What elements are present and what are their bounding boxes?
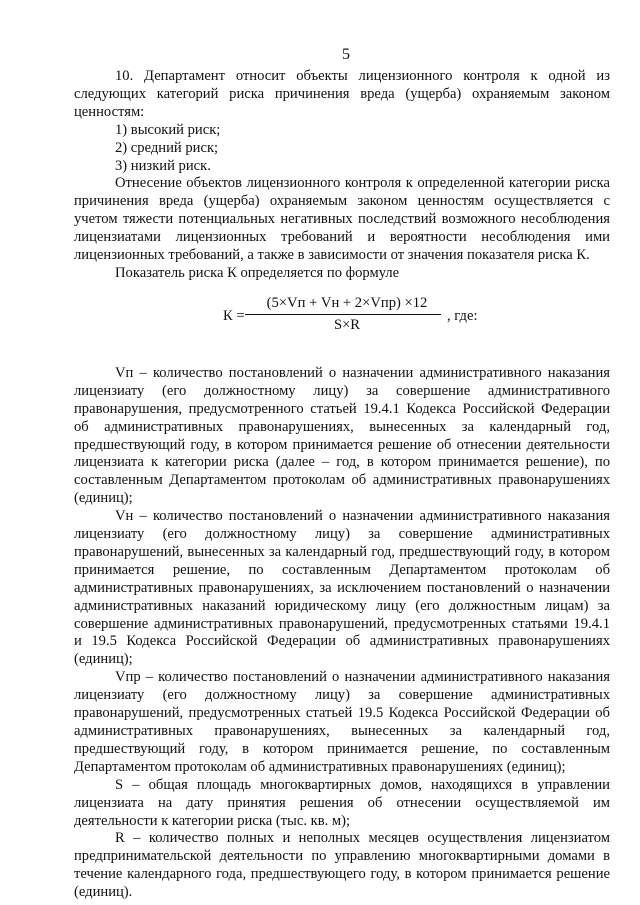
risk-level-low: 3) низкий риск. [115, 157, 211, 174]
risk-formula [74, 283, 610, 365]
definition-vn: Vн – количество постановлений о назначении административного наказания лицензиату (его должностному лицу) за совершение административных правонарушений, вынесенных за календарный год, предшествующий году, в котором принимается решение, по составленным Департаментом протоколам об административных правонарушениях, за исключением постановлений о назначении административных наказаний юридическому лицу (его должностным лицам) за совершение административных правонарушений, предусмотренных статьями 19.4.1 и 19.5 Кодекса Российской Федерации об административных правонарушениях (единиц); [74, 508, 610, 668]
risk-category-paragraph: Отнесение объектов лицензионного контроля к определенной категории риска причинения вреда (ущерба) охраняемым законом ценностям осуществляется с учетом тяжести потенциальных негативных последствий возможного несоблюдения лицензиатами лицензионных требований и вероятности несоблюдения ими лицензионных требований, а также в зависимости от значения показателя риска К. [74, 175, 610, 264]
document-body [74, 68, 610, 902]
formula-denominator: S×R [333, 316, 361, 333]
risk-level-medium: 2) средний риск; [115, 139, 219, 156]
paragraph-10: 10. Департамент относит объекты лицензионного контроля к одной из следующих категорий риска причинения вреда (ущерба) охраняемым законом ценностям: [74, 68, 610, 120]
page-number: 5 [342, 46, 350, 63]
formula-suffix: , где: [447, 307, 478, 324]
definition-s: S – общая площадь многоквартирных домов, находящихся в управлении лицензиата на дату принятия решения об отнесении осуществляемой им деятельности к категории риска (тыс. кв. м); [74, 776, 610, 829]
definition-vpr: Vпр – количество постановлений о назначении административного наказания лицензиату (его должностному лицу) за совершение административных правонарушений, предусмотренных статьей 19.5 Кодекса Российской Федерации об административных правонарушениях, вынесенных за календарный год, предшествующий году, в котором принимается решение, по составленным Департаментом протоколам об административных правонарушениях (единиц); [74, 669, 610, 775]
formula-intro: Показатель риска К определяется по формуле [115, 264, 400, 281]
definition-r: R – количество полных и неполных месяцев осуществления лицензиатом предпринимательской деятельности по управлению многоквартирными домами в течение календарного года, предшествующего году, в котором принимается решение (единиц). [74, 830, 610, 901]
formula-lhs: К = [223, 307, 245, 324]
definition-vp: Vп – количество постановлений о назначении административного наказания лицензиату (его должностному лицу) за совершение административного правонарушения, предусмотренного статьей 19.4.1 Кодекса Российской Федерации об административных правонарушениях, вынесенных за календарный год, предшествующий году, в котором принимается решение об отнесении деятельности лицензиата к категории риска (далее – год, в котором принимается решение), по составленным Департаментом протоколам об административных правонарушениях (единиц); [74, 364, 610, 507]
risk-level-high: 1) высокий риск; [115, 121, 221, 138]
fraction-bar [245, 314, 441, 315]
formula-numerator: (5×Vп + Vн + 2×Vпр) ×12 [266, 294, 428, 311]
